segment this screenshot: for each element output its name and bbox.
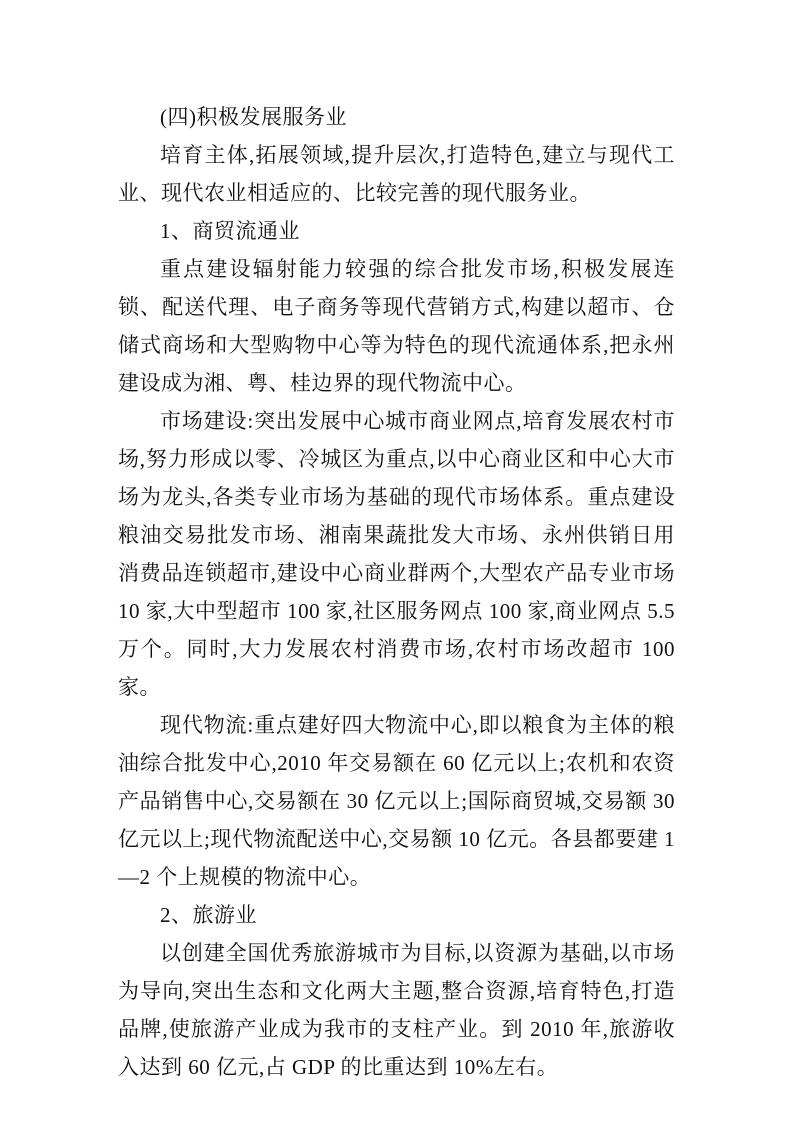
section-heading: 2、旅游业 [160, 903, 257, 927]
document-content [118, 98, 675, 1086]
body-paragraph: 现代物流:重点建好四大物流中心,即以粮食为主体的粮油综合批发中心,2010 年交易额在 60 亿元以上;农机和农资产品销售中心,交易额在 30 亿元以上;国际商贸城,交易额 30 亿元以上;现代物流配送中心,交易额 10 亿元。各县都要建 1—2 个上规模的物流中心。 [118, 713, 675, 889]
body-paragraph: 以创建全国优秀旅游城市为目标,以资源为基础,以市场为导向,突出生态和文化两大主题,整合资源,培育特色,打造品牌,使旅游产业成为我市的支柱产业。到 2010 年,旅游收入达到 60 亿元,占 GDP 的比重达到 10%左右。 [118, 941, 675, 1079]
section-heading: 1、商贸流通业 [160, 219, 300, 243]
section-heading: (四)积极发展服务业 [160, 105, 347, 129]
body-paragraph: 重点建设辐射能力较强的综合批发市场,积极发展连锁、配送代理、电子商务等现代营销方式,构建以超市、仓储式商场和大型购物中心等为特色的现代流通体系,把永州建设成为湘、粤、桂边界的现代物流中心。 [118, 257, 675, 395]
body-paragraph: 市场建设:突出发展中心城市商业网点,培育发展农村市场,努力形成以零、冷城区为重点,以中心商业区和中心大市场为龙头,各类专业市场为基础的现代市场体系。重点建设粮油交易批发市场、湘南果蔬批发大市场、永州供销日用消费品连锁超市,建设中心商业群两个,大型农产品专业市场 10 家,大中型超市 100 家,社区服务网点 100 家,商业网点 5.5 万个。同时,大力发展农村消费市场,农村市场改超市 100 家。 [118, 409, 675, 699]
body-paragraph: 培育主体,拓展领域,提升层次,打造特色,建立与现代工业、现代农业相适应的、比较完善的现代服务业。 [118, 143, 675, 205]
